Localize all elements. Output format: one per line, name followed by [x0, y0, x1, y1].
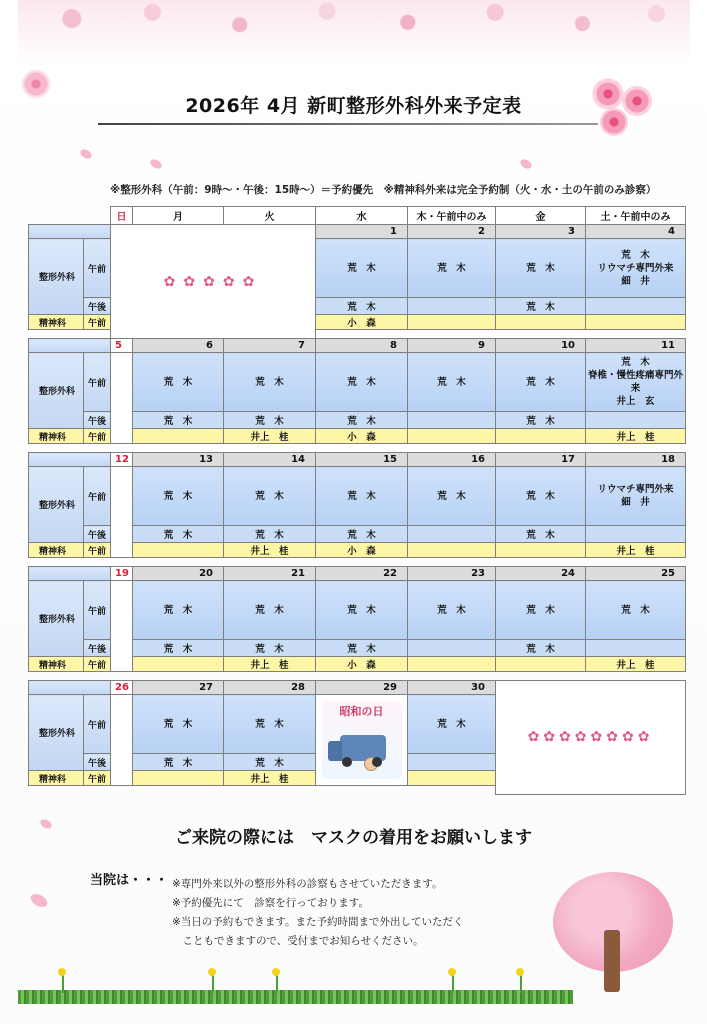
pm-doctor-cell: 荒 木 — [316, 412, 408, 429]
doctor-name: 井上 玄 — [616, 396, 655, 407]
label-spacer — [29, 681, 111, 695]
am-doctor-cell — [586, 467, 686, 526]
date-row — [29, 225, 686, 239]
am-doctor-cell — [586, 581, 686, 640]
row-label-psy-am: 午前 — [84, 315, 111, 330]
dandelion-icon — [58, 968, 66, 976]
grass-border — [18, 990, 573, 1004]
tree-trunk — [604, 930, 620, 992]
header-monday: 月 — [133, 207, 224, 225]
psychiatry-doctor-cell: 井上 桂 — [224, 771, 316, 786]
psychiatry-doctor-cell — [408, 771, 496, 786]
header-wednesday: 水 — [316, 207, 408, 225]
doctor-name: 荒 木 — [347, 604, 376, 616]
am-doctor-cell — [224, 353, 316, 412]
doctor-name: 荒 木 — [526, 262, 555, 274]
row-label-orthopedics: 整形外科 — [29, 467, 84, 543]
row-label-orthopedics: 整形外科 — [29, 695, 84, 771]
date-cell: 4 — [586, 225, 686, 239]
psychiatry-doctor-cell — [133, 657, 224, 672]
empty-days-box — [111, 225, 316, 339]
am-doctor-cell — [133, 467, 224, 526]
date-cell: 2 — [408, 225, 496, 239]
doctor-name: 荒 木 — [621, 249, 650, 261]
date-cell: 28 — [224, 681, 316, 695]
psychiatry-doctor-cell — [496, 429, 586, 444]
am-doctor-cell — [316, 353, 408, 412]
date-cell: 21 — [224, 567, 316, 581]
psychiatry-doctor-cell — [408, 429, 496, 444]
pm-doctor-cell: 荒 木 — [496, 526, 586, 543]
date-row — [29, 453, 686, 467]
row-label-orthopedics: 整形外科 — [29, 581, 84, 657]
date-row — [29, 681, 686, 695]
am-doctor-cell — [224, 581, 316, 640]
psychiatry-doctor-cell: 井上 桂 — [586, 429, 686, 444]
header-spacer — [29, 207, 111, 225]
date-cell: 22 — [316, 567, 408, 581]
date-row — [29, 567, 686, 581]
psychiatry-doctor-cell — [496, 543, 586, 558]
pm-doctor-cell — [408, 526, 496, 543]
doctor-name: 荒 木 — [347, 262, 376, 274]
am-doctor-cell — [408, 467, 496, 526]
date-cell: 1 — [316, 225, 408, 239]
label-spacer — [29, 225, 111, 239]
am-doctor-cell — [224, 467, 316, 526]
am-doctor-cell — [586, 353, 686, 412]
header-tuesday: 火 — [224, 207, 316, 225]
mask-notice: ご来院の際には マスクの着用をお願いします — [175, 828, 532, 848]
date-cell: 25 — [586, 567, 686, 581]
row-label-psychiatry: 精神科 — [29, 429, 84, 444]
cherry-blossom-border — [18, 0, 690, 62]
am-doctor-cell — [586, 239, 686, 298]
am-doctor-cell — [133, 581, 224, 640]
psychiatry-doctor-cell: 小 森 — [316, 429, 408, 444]
psychiatry-doctor-cell — [133, 429, 224, 444]
pm-doctor-cell: 荒 木 — [224, 754, 316, 771]
date-cell: 6 — [133, 339, 224, 353]
doctor-name: 荒 木 — [163, 490, 193, 502]
am-doctor-cell — [496, 467, 586, 526]
dandelion-icon — [208, 968, 216, 976]
am-doctor-cell — [224, 695, 316, 754]
blossom-row-icon: ✿✿✿✿✿✿✿✿ — [527, 729, 654, 746]
psychiatry-doctor-cell — [408, 657, 496, 672]
sunday-closed-cell — [111, 467, 133, 558]
psychiatry-doctor-cell: 井上 桂 — [224, 429, 316, 444]
dandelion-stem — [520, 975, 522, 993]
holiday-cell — [316, 695, 408, 786]
date-cell: 9 — [408, 339, 496, 353]
pm-doctor-cell: 荒 木 — [133, 640, 224, 657]
row-label-am: 午前 — [84, 695, 111, 754]
date-cell: 18 — [586, 453, 686, 467]
psychiatry-doctor-cell: 小 森 — [316, 657, 408, 672]
pm-doctor-cell: 荒 木 — [316, 526, 408, 543]
date-cell: 20 — [133, 567, 224, 581]
blossom-row-icon: ✿✿✿✿✿ — [163, 273, 263, 290]
pm-doctor-cell — [586, 298, 686, 315]
pm-doctor-cell: 荒 木 — [224, 640, 316, 657]
row-label-psy-am: 午前 — [84, 543, 111, 558]
doctor-name: 荒 木 — [526, 604, 555, 616]
pm-doctor-cell: 荒 木 — [316, 640, 408, 657]
date-cell: 26 — [111, 681, 133, 695]
date-cell: 19 — [111, 567, 133, 581]
psychiatry-doctor-cell: 井上 桂 — [586, 543, 686, 558]
clinic-note: ※予約優先にて 診察を行っております。 — [172, 897, 369, 909]
dandelion-icon — [448, 968, 456, 976]
row-label-psychiatry: 精神科 — [29, 657, 84, 672]
date-cell: 13 — [133, 453, 224, 467]
row-label-am: 午前 — [84, 353, 111, 412]
doctor-name: 荒 木 — [255, 718, 284, 730]
psychiatry-doctor-cell — [133, 543, 224, 558]
doctor-name: リウマチ専門外来 — [597, 484, 674, 495]
schedule-table — [28, 206, 686, 795]
date-cell: 11 — [586, 339, 686, 353]
empty-days-box — [496, 681, 686, 795]
row-label-psy-am: 午前 — [84, 657, 111, 672]
am-doctor-cell — [133, 353, 224, 412]
row-label-am: 午前 — [84, 467, 111, 526]
doctor-name: 荒 木 — [526, 376, 555, 388]
psychiatry-doctor-cell: 井上 桂 — [586, 657, 686, 672]
doctor-name: 荒 木 — [437, 376, 466, 388]
header-friday: 金 — [496, 207, 586, 225]
psychiatry-doctor-cell — [496, 315, 586, 330]
doctor-name: 荒 木 — [163, 376, 193, 388]
doctor-name: 荒 木 — [437, 262, 466, 274]
sunday-closed-cell — [111, 581, 133, 672]
specialty-name: 脊椎・慢性疼痛専門外来 — [587, 370, 683, 394]
pm-doctor-cell — [408, 640, 496, 657]
pm-doctor-cell: 荒 木 — [224, 412, 316, 429]
label-spacer — [29, 339, 111, 353]
dandelion-stem — [212, 975, 214, 993]
date-cell: 10 — [496, 339, 586, 353]
date-cell: 30 — [408, 681, 496, 695]
psychiatry-doctor-cell: 小 森 — [316, 315, 408, 330]
doctor-name: 荒 木 — [347, 376, 376, 388]
date-cell: 8 — [316, 339, 408, 353]
am-doctor-cell — [316, 581, 408, 640]
pm-doctor-cell — [408, 754, 496, 771]
clinic-note: ※当日の予約もできます。また予約時間まで外出していただく — [172, 916, 464, 928]
doctor-name: 荒 木 — [621, 357, 650, 368]
clinic-note: ※専門外来以外の整形外科の診察もさせていただきます。 — [172, 878, 443, 890]
row-label-pm: 午後 — [84, 412, 111, 429]
doctor-name: 荒 木 — [255, 490, 284, 502]
psychiatry-doctor-cell — [496, 657, 586, 672]
date-cell: 24 — [496, 567, 586, 581]
row-label-psychiatry: 精神科 — [29, 315, 84, 330]
week-gap-row — [29, 558, 686, 567]
date-cell: 29 — [316, 681, 408, 695]
date-cell: 7 — [224, 339, 316, 353]
am-doctor-cell — [496, 581, 586, 640]
row-label-psychiatry: 精神科 — [29, 543, 84, 558]
date-cell: 14 — [224, 453, 316, 467]
date-cell: 3 — [496, 225, 586, 239]
header-sunday: 日 — [111, 207, 133, 225]
row-label-orthopedics: 整形外科 — [29, 239, 84, 315]
page-title: 2026年 4月 新町整形外科外来予定表 — [185, 95, 522, 117]
am-doctor-cell — [408, 353, 496, 412]
header-thursday: 木・午前中のみ — [408, 207, 496, 225]
pm-doctor-cell: 荒 木 — [133, 526, 224, 543]
doctor-name: 細 井 — [621, 275, 650, 287]
week-gap-row — [29, 444, 686, 453]
date-cell: 15 — [316, 453, 408, 467]
hours-note: ※整形外科（午前：9時～・午後：15時～）＝予約優先 ※精神科外来は完全予約制（火・水・土の午前のみ診察） — [110, 184, 657, 196]
am-doctor-cell — [496, 239, 586, 298]
row-label-psy-am: 午前 — [84, 771, 111, 786]
header-saturday: 土・午前中のみ — [586, 207, 686, 225]
pm-doctor-cell: 荒 木 — [224, 526, 316, 543]
label-spacer — [29, 567, 111, 581]
pm-doctor-cell: 荒 木 — [496, 412, 586, 429]
dandelion-stem — [452, 975, 454, 993]
row-label-pm: 午後 — [84, 640, 111, 657]
am-doctor-cell — [133, 695, 224, 754]
pm-doctor-cell: 荒 木 — [133, 412, 224, 429]
am-doctor-cell — [408, 581, 496, 640]
doctor-name: 荒 木 — [255, 376, 284, 388]
doctor-name: 荒 木 — [526, 490, 555, 502]
date-cell: 17 — [496, 453, 586, 467]
date-cell: 5 — [111, 339, 133, 353]
psychiatry-doctor-cell — [408, 543, 496, 558]
specialty-name: 細 井 — [621, 497, 650, 508]
label-spacer — [29, 453, 111, 467]
week-gap-row — [29, 672, 686, 681]
doctor-name: 荒 木 — [437, 718, 466, 730]
pm-doctor-cell — [586, 412, 686, 429]
title-underline — [98, 123, 598, 125]
row-label-psychiatry: 精神科 — [29, 771, 84, 786]
psychiatry-doctor-cell — [408, 315, 496, 330]
psychiatry-doctor-cell — [133, 771, 224, 786]
date-cell: 27 — [133, 681, 224, 695]
am-doctor-cell — [408, 239, 496, 298]
row-label-am: 午前 — [84, 581, 111, 640]
date-cell: 12 — [111, 453, 133, 467]
specialty-name: リウマチ専門外来 — [597, 262, 674, 274]
pm-doctor-cell: 荒 木 — [316, 298, 408, 315]
psychiatry-doctor-cell: 井上 桂 — [224, 543, 316, 558]
am-doctor-cell — [496, 353, 586, 412]
doctor-name: 荒 木 — [437, 490, 466, 502]
weekday-header-row — [29, 207, 686, 225]
date-cell: 16 — [408, 453, 496, 467]
doctor-name: 荒 木 — [621, 604, 650, 616]
date-cell: 23 — [408, 567, 496, 581]
holiday-label: 昭和の日 — [339, 705, 384, 718]
dandelion-stem — [62, 975, 64, 993]
am-doctor-cell — [316, 239, 408, 298]
ortho-am-row — [29, 581, 686, 640]
clinic-notes-heading: 当院は・・・ — [90, 873, 169, 888]
date-row — [29, 339, 686, 353]
pm-doctor-cell — [408, 298, 496, 315]
doctor-name: 荒 木 — [255, 604, 284, 616]
sunday-closed-cell — [111, 353, 133, 444]
row-label-am: 午前 — [84, 239, 111, 298]
am-doctor-cell — [408, 695, 496, 754]
ortho-am-row — [29, 353, 686, 412]
dandelion-stem — [276, 975, 278, 993]
showa-day-illustration — [322, 701, 402, 779]
pm-doctor-cell: 荒 木 — [496, 640, 586, 657]
psychiatry-doctor-cell: 井上 桂 — [224, 657, 316, 672]
row-label-pm: 午後 — [84, 526, 111, 543]
sunday-closed-cell — [111, 695, 133, 786]
truck-icon — [340, 735, 386, 761]
am-doctor-cell — [316, 467, 408, 526]
row-label-pm: 午後 — [84, 754, 111, 771]
ortho-am-row — [29, 467, 686, 526]
pm-doctor-cell — [586, 526, 686, 543]
row-label-psy-am: 午前 — [84, 429, 111, 444]
doctor-name: 荒 木 — [163, 604, 193, 616]
clinic-note: こともできますので、受付までお知らせください。 — [172, 935, 424, 947]
doctor-name: 荒 木 — [163, 718, 193, 730]
pm-doctor-cell — [408, 412, 496, 429]
pm-doctor-cell: 荒 木 — [496, 298, 586, 315]
pm-doctor-cell — [586, 640, 686, 657]
pm-doctor-cell: 荒 木 — [133, 754, 224, 771]
dandelion-icon — [516, 968, 524, 976]
psychiatry-doctor-cell — [586, 315, 686, 330]
dandelion-icon — [272, 968, 280, 976]
row-label-pm: 午後 — [84, 298, 111, 315]
row-label-orthopedics: 整形外科 — [29, 353, 84, 429]
psychiatry-doctor-cell: 小 森 — [316, 543, 408, 558]
doctor-name: 荒 木 — [347, 490, 376, 502]
doctor-name: 荒 木 — [437, 604, 466, 616]
